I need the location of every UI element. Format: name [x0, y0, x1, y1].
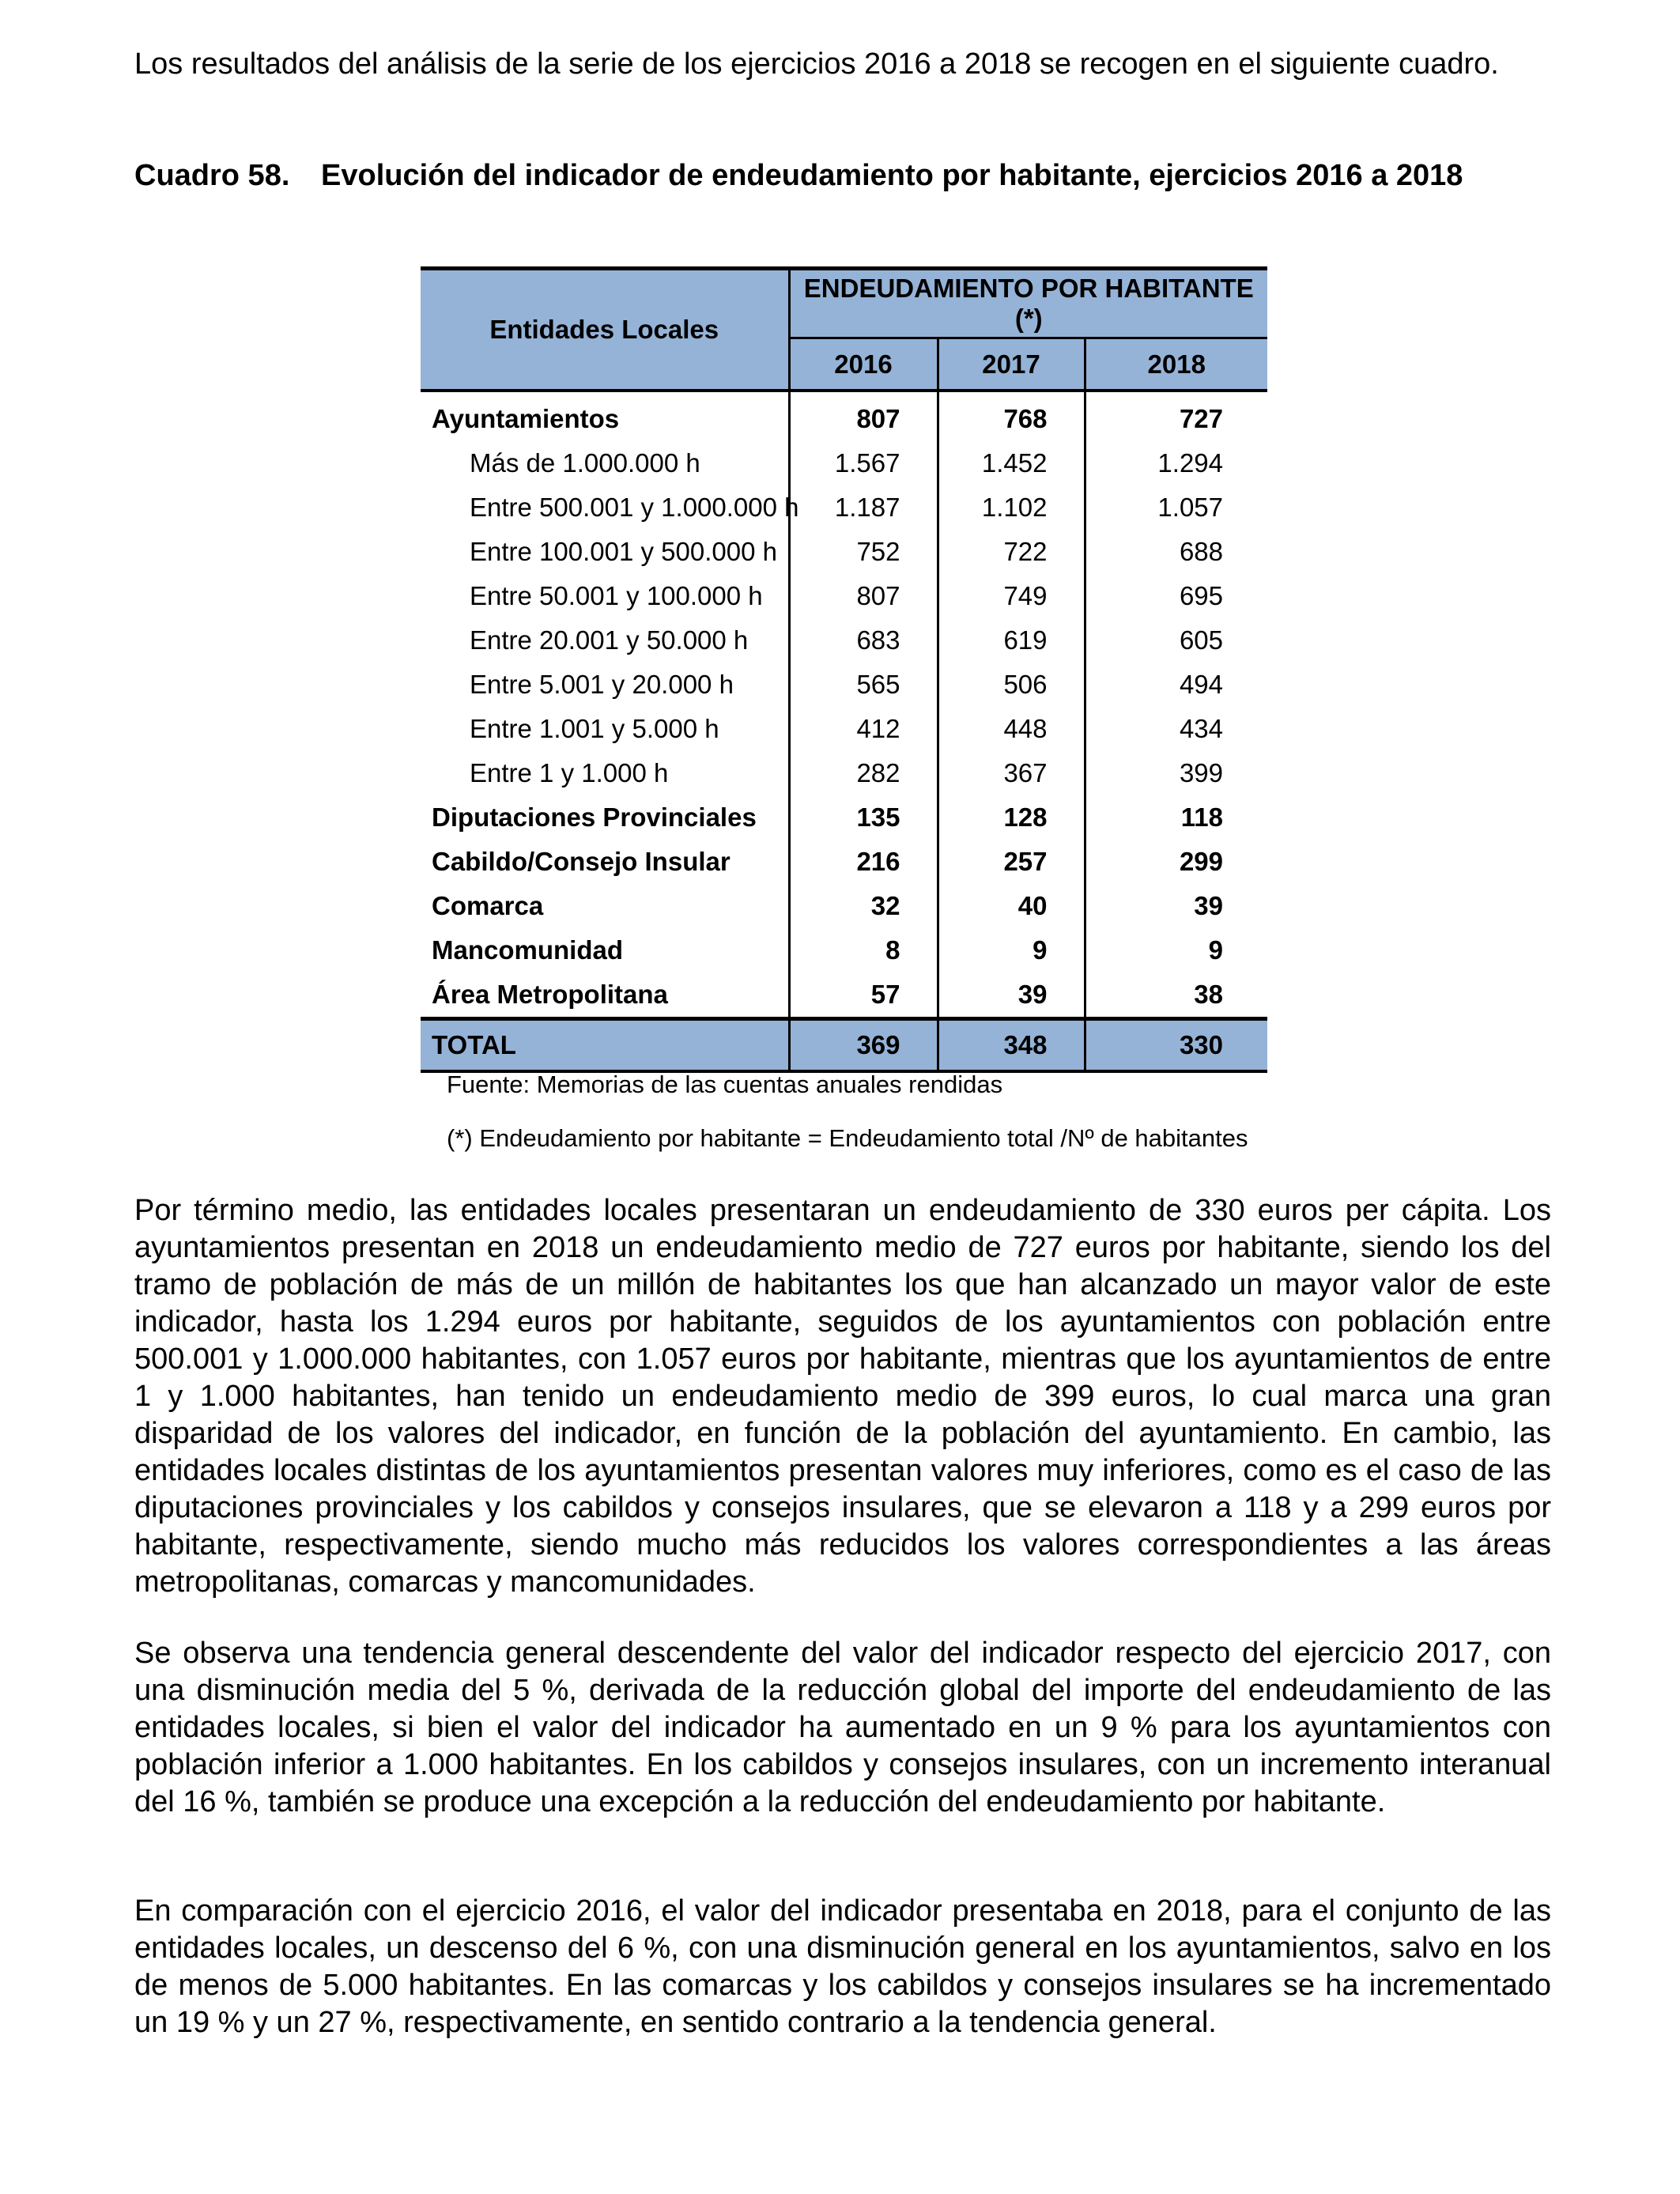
- value-2017: 619: [938, 618, 1085, 663]
- value-2018: 118: [1180, 802, 1224, 832]
- total-label: TOTAL: [421, 1019, 789, 1072]
- value-2018: 1.057: [1157, 493, 1224, 522]
- row-label: Mancomunidad: [421, 928, 789, 972]
- value-2017: 9: [938, 928, 1085, 972]
- table-row: [421, 707, 1267, 751]
- row-label: Entre 20.001 y 50.000 h: [421, 618, 789, 663]
- body-paragraph-1: Por término medio, las entidades locales presentaran un endeudamiento de 330 euros per cápita. Los ayuntamientos presentan en 2018 un endeudamiento medio de 727 euros por habitante, siendo los del tramo de población de más de un millón de habitantes los que han alcanzado un mayor valor de este indicador, hasta los 1.294 euros por habitante, seguidos de los ayuntamientos con población entre 500.001 y 1.000.000 habitantes, con 1.057 euros por habitante, mientras que los ayuntamientos de entre 1 y 1.000 habitantes, han tenido un endeudamiento medio de 399 euros, lo cual marca una gran disparidad de los valores del indicador, en función de la población del ayuntamiento. En cambio, las entidades locales distintas de los ayuntamientos presentan valores muy inferiores, como es el caso de las diputaciones provinciales y los cabildos y consejos insulares, que se elevaron a 118 y a 299 euros por habitante, respectivamente, siendo mucho más reducidos los valores correspondientes a las áreas metropolitanas, comarcas y mancomunidades.: [134, 1194, 1551, 1599]
- value-2016: 807: [789, 574, 938, 618]
- body-paragraph-3: En comparación con el ejercicio 2016, el valor del indicador presentaba en 2018, para el conjunto de las entidades locales, un descenso del 6 %, con una disminución general en los ayuntamientos, salvo en los de menos de 5.000 habitantes. En las comarcas y los cabildos y consejos insulares se ha incrementado un 19 % y un 27 %, respectivamente, en sentido contrario a la tendencia general.: [134, 1894, 1551, 2039]
- value-2016: 32: [789, 884, 938, 928]
- value-2018: 1.294: [1157, 448, 1224, 478]
- table-row: [421, 441, 1267, 485]
- value-2016: 135: [789, 795, 938, 840]
- value-2018: 695: [1179, 581, 1224, 610]
- value-2018: 494: [1179, 670, 1224, 699]
- value-2016: 1.567: [789, 441, 938, 485]
- table-row: [421, 574, 1267, 618]
- value-2017: 768: [938, 391, 1085, 441]
- caption-number: Cuadro 58.: [134, 159, 290, 192]
- value-2018: 299: [1179, 847, 1224, 876]
- value-2017: 448: [938, 707, 1085, 751]
- value-2016: 752: [789, 530, 938, 574]
- row-label: Más de 1.000.000 h: [421, 441, 789, 485]
- table-row: [421, 928, 1267, 972]
- row-label: Comarca: [421, 884, 789, 928]
- value-2018: 9: [1208, 935, 1224, 965]
- row-label: Entre 5.001 y 20.000 h: [421, 663, 789, 707]
- value-2016: 57: [789, 972, 938, 1019]
- value-2017: 722: [938, 530, 1085, 574]
- table-row: [421, 840, 1267, 884]
- value-2018: 399: [1179, 758, 1224, 787]
- value-2016: 565: [789, 663, 938, 707]
- value-2017: 40: [938, 884, 1085, 928]
- row-label: Entre 100.001 y 500.000 h: [421, 530, 789, 574]
- row-label: Diputaciones Provinciales: [421, 795, 789, 840]
- value-2018: 727: [1179, 404, 1224, 433]
- year-header-2017: 2017: [938, 338, 1085, 391]
- table-row: [421, 795, 1267, 840]
- year-header-2016: 2016: [789, 338, 938, 391]
- total-2018: 330: [1085, 1019, 1267, 1072]
- row-label: Área Metropolitana: [421, 972, 789, 1019]
- value-2016: 8: [789, 928, 938, 972]
- value-2018: 605: [1179, 625, 1224, 655]
- value-2016: 412: [789, 707, 938, 751]
- value-2018: 39: [1194, 891, 1224, 920]
- value-2017: 39: [938, 972, 1085, 1019]
- value-2017: 257: [938, 840, 1085, 884]
- value-2018: 688: [1179, 537, 1224, 566]
- value-2018: 434: [1179, 714, 1224, 743]
- value-2017: 749: [938, 574, 1085, 618]
- caption-title: Evolución del indicador de endeudamiento por habitante, ejercicios 2016 a 2018: [321, 159, 1463, 192]
- table-row: [421, 530, 1267, 574]
- row-label: Entre 50.001 y 100.000 h: [421, 574, 789, 618]
- source-note: Fuente: Memorias de las cuentas anuales rendidas: [447, 1071, 1003, 1098]
- year-header-2018: 2018: [1085, 338, 1267, 391]
- row-label: Entre 1.001 y 5.000 h: [421, 707, 789, 751]
- value-2017: 506: [938, 663, 1085, 707]
- table-row: [421, 663, 1267, 707]
- total-2016: 369: [789, 1019, 938, 1072]
- table-row: [421, 972, 1267, 1019]
- value-2017: 128: [938, 795, 1085, 840]
- value-2017: 1.102: [938, 485, 1085, 530]
- row-label: Entre 1 y 1.000 h: [421, 751, 789, 795]
- table-row: [421, 485, 1267, 530]
- table-row: [421, 391, 1267, 441]
- value-2018: 38: [1194, 980, 1224, 1009]
- indicator-header: ENDEUDAMIENTO POR HABITANTE (*): [789, 269, 1267, 338]
- row-label: Ayuntamientos: [421, 391, 789, 441]
- footnote: (*) Endeudamiento por habitante = Endeudamiento total /Nº de habitantes: [447, 1124, 1248, 1152]
- table-row: [421, 884, 1267, 928]
- body-paragraph-2: Se observa una tendencia general descendente del valor del indicador respecto del ejercicio 2017, con una disminución media del 5 %, derivada de la reducción global del importe del endeudamiento de las entidades locales, si bien el valor del indicador ha aumentado en un 9 % para los ayuntamientos con población inferior a 1.000 habitantes. En los cabildos y consejos insulares, con un incremento interanual del 16 %, también se produce una excepción a la reducción del endeudamiento por habitante.: [134, 1637, 1551, 1818]
- table-row: [421, 618, 1267, 663]
- value-2016: 683: [789, 618, 938, 663]
- row-label: Cabildo/Consejo Insular: [421, 840, 789, 884]
- intro-paragraph: Los resultados del análisis de la serie de los ejercicios 2016 a 2018 se recogen en el siguiente cuadro.: [134, 47, 1499, 81]
- row-label: Entre 500.001 y 1.000.000 h: [421, 485, 789, 530]
- value-2016: 282: [789, 751, 938, 795]
- value-2017: 1.452: [938, 441, 1085, 485]
- table-row: [421, 751, 1267, 795]
- entity-column-header: Entidades Locales: [421, 269, 789, 391]
- total-row: [421, 1019, 1267, 1072]
- total-2017: 348: [938, 1019, 1085, 1072]
- value-2016: 807: [789, 391, 938, 441]
- value-2016: 1.187: [789, 485, 938, 530]
- value-2017: 367: [938, 751, 1085, 795]
- value-2016: 216: [789, 840, 938, 884]
- debt-per-inhabitant-table: [421, 266, 1267, 1073]
